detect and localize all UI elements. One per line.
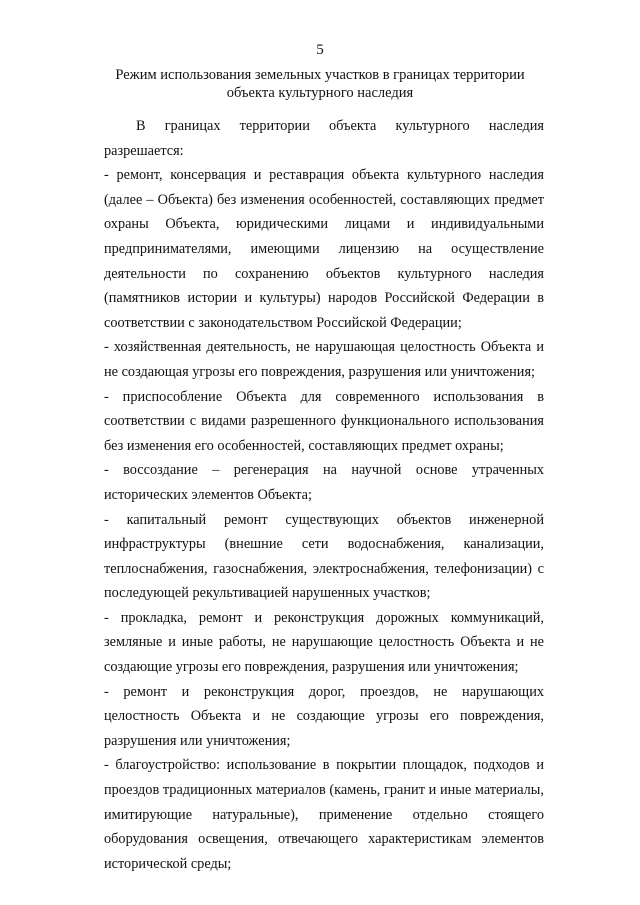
section-title: Режим использования земельных участков в границах территории объекта культурного наследия [115,67,525,101]
list-item-adaptation: - приспособление Объекта для современного использования в соответствии с видами разрешенного функционального использования без изменения его особенностей, составляющих предмет охраны; [104,388,544,454]
document-body [104,114,544,876]
list-item-economic-activity: - хозяйственная деятельность, не нарушающая целостность Объекта и не создающая угрозы его повреждения, разрушения или уничтожения; [104,339,544,380]
list-item-road-communications: - прокладка, ремонт и реконструкция дорожных коммуникаций, земляные и иные работы, не нарушающие целостность Объекта и не создающие угрозы его повреждения, разрушения или уничтожения; [104,609,544,676]
intro-paragraph: В границах территории объекта культурного наследия разрешается: [104,118,544,159]
list-item-repair-restoration: - ремонт, консервация и реставрация объекта культурного наследия (далее – Объекта) без изменения особенностей, составляющих предмет охраны Объекта, юридическими лицами и индивидуальными предпринимателями, имеющими лицензию на осуществление деятельности по сохранению объектов культурного наследия (памятников истории и культуры) народов Российской Федерации в соответствии с законодательством Российской Федерации; [104,167,544,331]
page-number: 5 [316,42,324,58]
list-item-recreation: - воссоздание – регенерация на научной основе утраченных исторических элементов Объекта; [104,462,544,503]
list-item-landscaping: - благоустройство: использование в покрытии площадок, подходов и проездов традиционных материалов (камень, гранит и иные материалы, имитирующие натуральные), применение отдельно стоящего оборудования освещения, отвечающего характеристикам элементов исторической среды; [104,757,544,872]
list-item-roads-repair: - ремонт и реконструкция дорог, проездов, не нарушающих целостность Объекта и не создающие угрозы его повреждения, разрушения или уничтожения; [104,683,544,749]
list-item-infrastructure-repair: - капитальный ремонт существующих объектов инженерной инфраструктуры (внешние сети водоснабжения, канализации, теплоснабжения, газоснабжения, электроснабжения, телефонизации) с последующей рекультивацией нарушенных участков; [104,511,544,602]
